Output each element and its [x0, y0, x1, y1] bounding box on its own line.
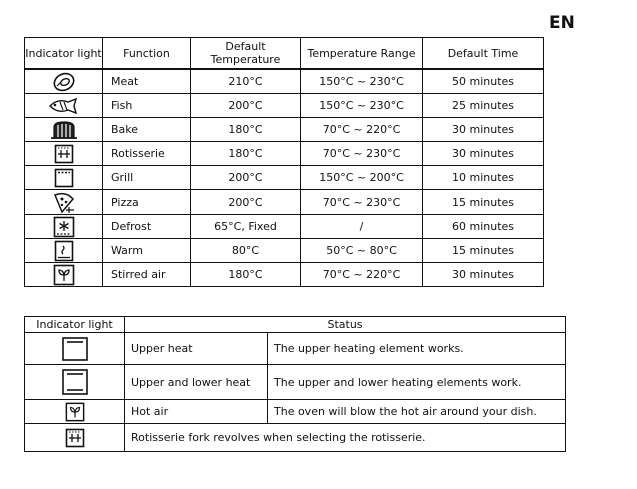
- range-cell: 150°C ~ 230°C: [301, 69, 423, 94]
- status-name-cell: Upper heat: [125, 333, 268, 365]
- bake-icon: [50, 121, 78, 139]
- temperature-cell: 180°C: [191, 142, 301, 166]
- status-description-cell: The oven will blow the hot air around your dish.: [268, 400, 566, 424]
- range-cell: 50°C ~ 80°C: [301, 239, 423, 263]
- table-header-row: [25, 317, 566, 333]
- stirred-air-icon: [53, 264, 75, 286]
- range-cell: /: [301, 215, 423, 239]
- upper-heat-icon: [61, 336, 89, 362]
- rotisserie-icon: [54, 144, 74, 164]
- fish-icon: [48, 98, 80, 114]
- status-name-cell: Upper and lower heat: [125, 365, 268, 400]
- time-cell: 50 minutes: [423, 69, 544, 94]
- time-cell: 30 minutes: [423, 142, 544, 166]
- time-cell: 15 minutes: [423, 239, 544, 263]
- header-default-time: Default Time: [423, 38, 544, 70]
- range-cell: 70°C ~ 230°C: [301, 142, 423, 166]
- language-code: EN: [549, 13, 575, 33]
- table-row: [25, 190, 544, 215]
- range-cell: 150°C ~ 230°C: [301, 94, 423, 118]
- defrost-icon: [53, 216, 75, 238]
- range-cell: 70°C ~ 230°C: [301, 190, 423, 215]
- time-cell: 10 minutes: [423, 166, 544, 190]
- status-name-cell: Hot air: [125, 400, 268, 424]
- table-row: [25, 118, 544, 142]
- table-header-row: [25, 38, 544, 70]
- header-indicator-light: Indicator light: [25, 38, 103, 70]
- function-cell: Warm: [103, 239, 191, 263]
- header-temperature-range: Temperature Range: [301, 38, 423, 70]
- table-row: [25, 215, 544, 239]
- time-cell: 25 minutes: [423, 94, 544, 118]
- temperature-cell: 210°C: [191, 69, 301, 94]
- table-row: [25, 400, 566, 424]
- table-row: [25, 166, 544, 190]
- table-row: [25, 239, 544, 263]
- temperature-cell: 180°C: [191, 118, 301, 142]
- table-row: [25, 365, 566, 400]
- table-row: [25, 424, 566, 452]
- header-status: Status: [125, 317, 566, 333]
- range-cell: 70°C ~ 220°C: [301, 118, 423, 142]
- function-cell: Rotisserie: [103, 142, 191, 166]
- function-cell: Fish: [103, 94, 191, 118]
- function-cell: Defrost: [103, 215, 191, 239]
- time-cell: 15 minutes: [423, 190, 544, 215]
- temperature-cell: 200°C: [191, 94, 301, 118]
- temperature-cell: 65°C, Fixed: [191, 215, 301, 239]
- function-cell: Bake: [103, 118, 191, 142]
- range-cell: 150°C ~ 200°C: [301, 166, 423, 190]
- function-cell: Stirred air: [103, 263, 191, 287]
- table-row: [25, 94, 544, 118]
- function-cell: Grill: [103, 166, 191, 190]
- table-row: [25, 263, 544, 287]
- temperature-cell: 200°C: [191, 190, 301, 215]
- table-row: [25, 142, 544, 166]
- hot-air-icon: [64, 402, 86, 422]
- range-cell: 70°C ~ 220°C: [301, 263, 423, 287]
- indicator-status-table: [24, 316, 566, 452]
- header-default-temperature: Default Temperature: [191, 38, 301, 70]
- time-cell: 30 minutes: [423, 263, 544, 287]
- grill-icon: [54, 168, 74, 188]
- pizza-icon: [52, 190, 76, 214]
- temperature-cell: 180°C: [191, 263, 301, 287]
- upper-lower-heat-icon: [61, 368, 89, 396]
- meat-icon: [51, 72, 77, 92]
- warm-icon: [54, 240, 74, 262]
- temperature-cell: 80°C: [191, 239, 301, 263]
- header-function: Function: [103, 38, 191, 70]
- function-cell: Pizza: [103, 190, 191, 215]
- status-description-cell: The upper heating element works.: [268, 333, 566, 365]
- temperature-cell: 200°C: [191, 166, 301, 190]
- function-cell: Meat: [103, 69, 191, 94]
- table-row: [25, 333, 566, 365]
- rotisserie-fork-icon: [65, 428, 85, 448]
- header-indicator-light: Indicator light: [25, 317, 125, 333]
- time-cell: 30 minutes: [423, 118, 544, 142]
- status-description-cell: The upper and lower heating elements work.: [268, 365, 566, 400]
- cooking-programs-table: [24, 37, 544, 287]
- table-row: [25, 69, 544, 94]
- status-name-cell: Rotisserie fork revolves when selecting the rotisserie.: [125, 424, 566, 452]
- time-cell: 60 minutes: [423, 215, 544, 239]
